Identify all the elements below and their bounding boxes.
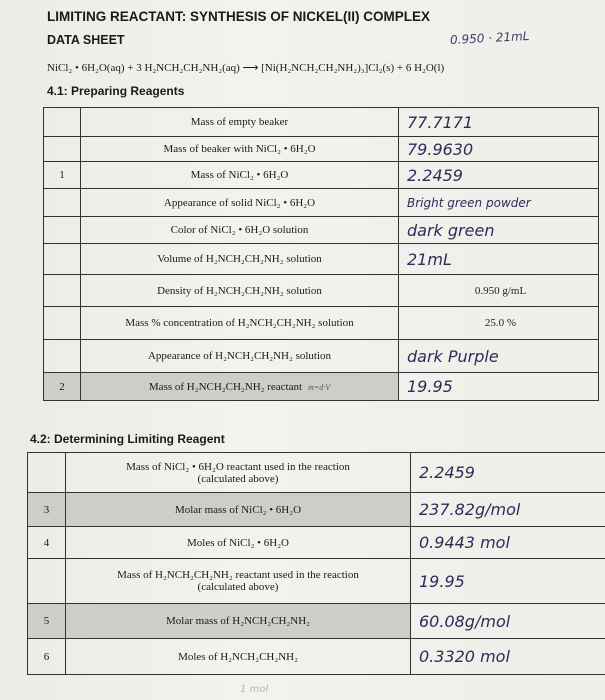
row-label-text: Appearance of solid NiCl₂ • 6H₂O bbox=[163, 196, 316, 209]
row-value bbox=[399, 307, 599, 340]
row-label-text: Mass of NiCl₂ • 6H₂O reactant used in the reaction bbox=[126, 460, 350, 473]
table-row bbox=[28, 527, 605, 559]
row-number bbox=[44, 275, 81, 307]
row-number bbox=[44, 340, 81, 373]
row-sublabel: (calculated above) bbox=[197, 472, 279, 485]
table-row bbox=[44, 217, 599, 244]
row-value bbox=[399, 373, 599, 401]
row-label-text: Density of H₂NCH₂CH₂NH₂ solution bbox=[157, 284, 322, 297]
row-label bbox=[81, 137, 399, 162]
section-heading-preparing-reagents: 4.1: Preparing Reagents bbox=[47, 84, 185, 98]
row-number bbox=[44, 217, 81, 244]
value-text: Bright green powder bbox=[407, 195, 531, 210]
row-label bbox=[66, 559, 411, 604]
row-label-text: Molar mass of NiCl₂ • 6H₂O bbox=[174, 503, 302, 516]
value-text: 2.2459 bbox=[407, 165, 463, 185]
row-label-text: Mass % concentration of H₂NCH₂CH₂NH₂ solution bbox=[125, 317, 354, 329]
table-row bbox=[44, 373, 599, 401]
row-value bbox=[399, 137, 599, 162]
row-number: 4 bbox=[28, 527, 66, 559]
row-value bbox=[411, 604, 605, 639]
value-text: 25.0 % bbox=[484, 317, 517, 329]
table-row bbox=[44, 162, 599, 189]
row-number: 5 bbox=[28, 604, 66, 639]
section-heading-limiting-reagent: 4.2: Determining Limiting Reagent bbox=[30, 432, 225, 446]
value-text: 0.3320 mol bbox=[419, 647, 510, 666]
row-number bbox=[44, 307, 81, 340]
row-number: 1 bbox=[44, 162, 81, 189]
row-number bbox=[28, 453, 66, 493]
row-label-text: Appearance of H₂NCH₂CH₂NH₂ solution bbox=[147, 350, 332, 362]
row-number bbox=[44, 108, 81, 137]
row-label bbox=[81, 108, 399, 137]
row-label bbox=[81, 217, 399, 244]
row-number: 2 bbox=[44, 373, 81, 401]
row-label-text: Mass of H₂NCH₂CH₂NH₂ reactant used in the reaction bbox=[117, 569, 359, 581]
table-row bbox=[28, 639, 605, 675]
row-label bbox=[66, 453, 411, 493]
sheet-title: LIMITING REACTANT: SYNTHESIS OF NICKEL(II) COMPLEX bbox=[47, 9, 430, 24]
row-value bbox=[411, 527, 605, 559]
table-row bbox=[44, 137, 599, 162]
row-value bbox=[399, 275, 599, 307]
value-text: 237.82g/mol bbox=[419, 500, 521, 519]
row-value bbox=[399, 108, 599, 137]
row-label bbox=[81, 189, 399, 217]
table-row bbox=[44, 307, 599, 340]
table-row bbox=[44, 244, 599, 275]
row-label bbox=[81, 373, 399, 401]
row-value bbox=[411, 639, 605, 675]
row-label bbox=[81, 340, 399, 373]
reaction-equation: NiCl₂ • 6H₂O(aq) + 3 H₂NCH₂CH₂NH₂(aq) ⟶ [Ni(H₂NCH₂CH₂NH₂)₃]Cl₂(s) + 6 H₂O(l) bbox=[47, 62, 445, 74]
value-text: 0.9443 mol bbox=[419, 533, 510, 552]
value-text: 19.95 bbox=[407, 377, 453, 396]
row-label bbox=[81, 275, 399, 307]
row-label-text: Mass of beaker with NiCl₂ • 6H₂O bbox=[163, 143, 316, 155]
row-label-text: Mass of NiCl₂ • 6H₂O bbox=[190, 169, 289, 181]
row-value bbox=[399, 217, 599, 244]
table-row bbox=[44, 108, 599, 137]
row-number: 6 bbox=[28, 639, 66, 675]
row-value bbox=[399, 340, 599, 373]
value-text: 79.9630 bbox=[407, 139, 474, 159]
table-row bbox=[44, 340, 599, 373]
value-text: 2.2459 bbox=[419, 463, 475, 482]
row-number: 3 bbox=[28, 493, 66, 527]
row-label bbox=[81, 162, 399, 189]
value-text: dark Purple bbox=[407, 346, 499, 366]
row-sublabel: (calculated above) bbox=[197, 581, 279, 593]
row-label bbox=[66, 527, 411, 559]
faint-text: 1 mol bbox=[240, 684, 269, 695]
row-label bbox=[81, 307, 399, 340]
row-label bbox=[66, 639, 411, 675]
value-text: 77.7171 bbox=[407, 112, 474, 132]
table-row bbox=[28, 604, 605, 639]
table-row bbox=[44, 275, 599, 307]
handwritten-note: 0.950 · 21mL bbox=[449, 28, 530, 48]
row-value bbox=[411, 493, 605, 527]
preparing-reagents-table bbox=[43, 107, 599, 401]
table-row bbox=[28, 453, 605, 493]
row-label bbox=[66, 493, 411, 527]
value-text: dark green bbox=[407, 220, 495, 240]
row-label-text: Moles of H₂NCH₂CH₂NH₂ bbox=[178, 650, 298, 663]
row-label bbox=[66, 604, 411, 639]
value-text: 0.950 g/mL bbox=[474, 284, 527, 297]
value-text: 21mL bbox=[407, 249, 452, 269]
table-row bbox=[28, 493, 605, 527]
row-label-text: Molar mass of H₂NCH₂CH₂NH₂ bbox=[166, 615, 310, 627]
row-label bbox=[81, 244, 399, 275]
formula-annotation: m=d·V bbox=[308, 382, 331, 392]
row-label-text: Moles of NiCl₂ • 6H₂O bbox=[187, 536, 289, 549]
limiting-reagent-table bbox=[27, 452, 605, 675]
row-value bbox=[411, 453, 605, 493]
row-label-text: Mass of H₂NCH₂CH₂NH₂ reactant bbox=[148, 380, 303, 393]
table-row bbox=[28, 559, 605, 604]
row-label-text: Mass of empty beaker bbox=[190, 116, 289, 128]
row-number bbox=[44, 244, 81, 275]
row-value bbox=[399, 244, 599, 275]
value-text: 60.08g/mol bbox=[419, 611, 511, 631]
row-value bbox=[411, 559, 605, 604]
row-number bbox=[28, 559, 66, 604]
sheet-subtitle: DATA SHEET bbox=[47, 33, 125, 47]
row-number bbox=[44, 189, 81, 217]
row-value bbox=[399, 189, 599, 217]
table-row bbox=[44, 189, 599, 217]
value-text: 19.95 bbox=[419, 571, 465, 591]
row-value bbox=[399, 162, 599, 189]
row-number bbox=[44, 137, 81, 162]
row-label-text: Color of NiCl₂ • 6H₂O solution bbox=[170, 224, 309, 236]
row-label-text: Volume of H₂NCH₂CH₂NH₂ solution bbox=[157, 253, 322, 265]
